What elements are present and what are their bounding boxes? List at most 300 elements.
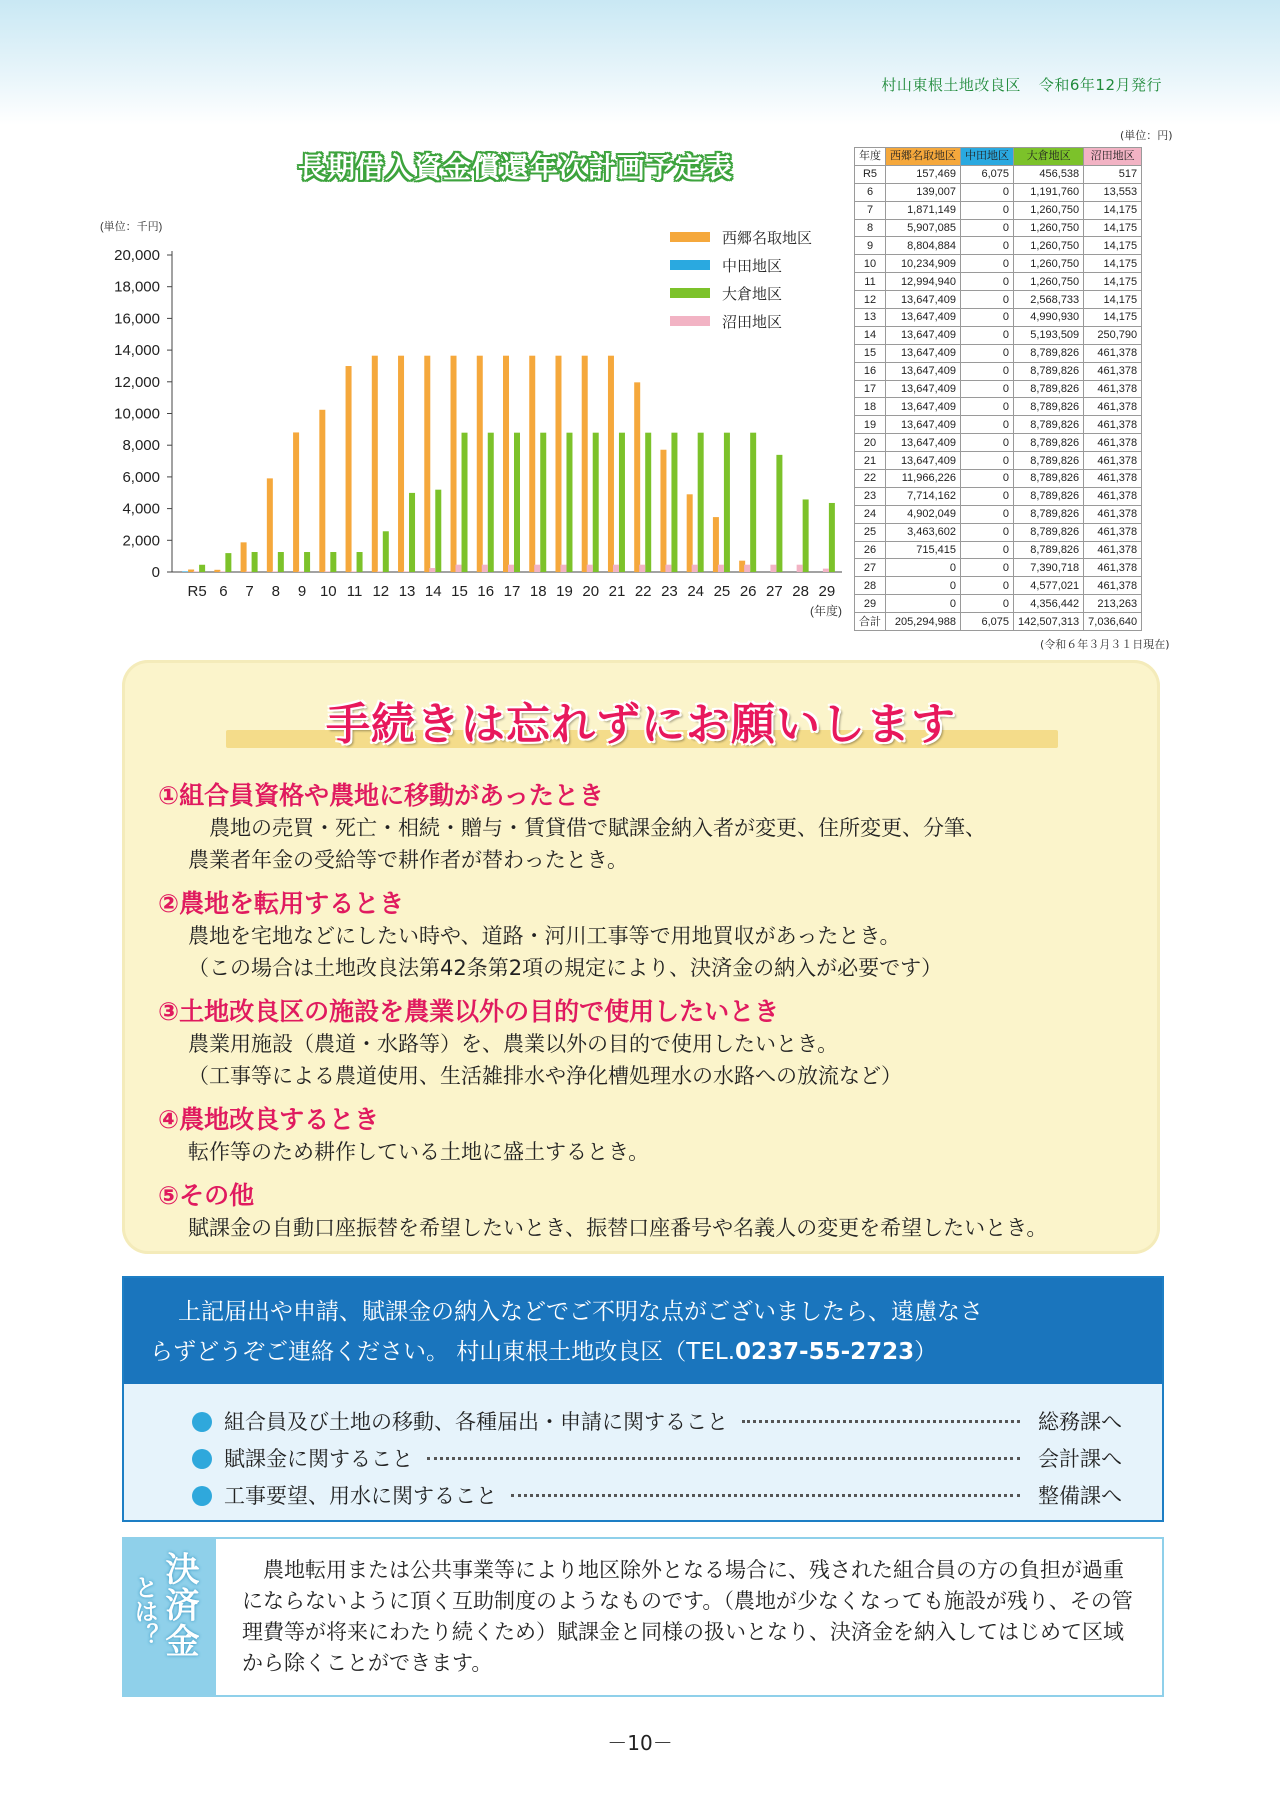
- legend-swatch-大倉地区: [670, 288, 710, 298]
- bar-西郷名取地区-19: [555, 356, 561, 572]
- table-cell: 13,647,409: [886, 362, 961, 380]
- bar-沼田地区-29: [823, 569, 829, 572]
- bar-大倉地区-28: [803, 499, 809, 572]
- table-cell: 13,647,409: [886, 452, 961, 470]
- contact-line-2-end: ）: [914, 1339, 938, 1365]
- x-tick-label: 28: [792, 583, 809, 600]
- bar-大倉地区-29: [829, 503, 835, 572]
- table-cell: 0: [961, 309, 1014, 327]
- x-tick-label: R5: [187, 583, 207, 600]
- bar-沼田地区-27: [770, 565, 776, 572]
- table-cell: 10,234,909: [886, 255, 961, 273]
- bar-沼田地区-23: [665, 565, 671, 572]
- settlement-text: 農地転用または公共事業等により地区除外となる場合に、残された組合員の方の負担が過重にならないように頂く互助制度のようなものです。（農地が少なくなっても施設が残り、その管理費等が将来にわたり続くため）賦課金と同様の扱いとなり、決済金を納入してはじめて区域から除くことができます。: [242, 1558, 1133, 1675]
- contact-panel: [122, 1276, 1164, 1522]
- department-row: [192, 1406, 1122, 1436]
- table-total-row: [855, 613, 1142, 631]
- table-row: [855, 291, 1142, 309]
- table-cell: 1,260,750: [1014, 219, 1084, 237]
- bar-西郷名取地区-21: [608, 356, 614, 572]
- table-row: [855, 452, 1142, 470]
- bar-沼田地区-12: [377, 571, 383, 572]
- x-tick-label: 14: [424, 583, 442, 600]
- table-cell: 0: [961, 559, 1014, 577]
- contact-message: [124, 1278, 1162, 1384]
- bar-大倉地区-10: [330, 552, 336, 572]
- table-cell: 14: [855, 326, 886, 344]
- legend-label: 沼田地区: [722, 313, 783, 331]
- table-cell: 8: [855, 219, 886, 237]
- bar-西郷名取地区-15: [451, 356, 457, 572]
- org-name: 村山東根土地改良区: [881, 76, 1021, 94]
- procedure-item: [158, 1176, 1047, 1244]
- bar-中田地区-R5: [182, 571, 188, 572]
- table-cell: 8,789,826: [1014, 487, 1084, 505]
- table-cell: 13,647,409: [886, 344, 961, 362]
- x-tick-label: 9: [297, 583, 307, 600]
- table-header-cell: 中田地区: [961, 148, 1014, 166]
- table-cell: 8,789,826: [1014, 452, 1084, 470]
- bar-大倉地区-9: [304, 552, 310, 572]
- table-row: [855, 595, 1142, 613]
- bar-大倉地区-12: [383, 531, 389, 572]
- table-cell: 12: [855, 291, 886, 309]
- top-band: [0, 0, 1280, 125]
- bar-西郷名取地区-17: [503, 356, 509, 572]
- table-cell: 1,871,149: [886, 201, 961, 219]
- table-cell: 8,789,826: [1014, 541, 1084, 559]
- procedure-item: [158, 1100, 649, 1168]
- bar-沼田地区-20: [587, 565, 593, 572]
- bar-沼田地区-28: [797, 565, 803, 572]
- table-cell: 1,191,760: [1014, 183, 1084, 201]
- table-row: [855, 434, 1142, 452]
- department-topic: 組合員及び土地の移動、各種届出・申請に関すること: [224, 1410, 728, 1434]
- table-cell: 8,789,826: [1014, 380, 1084, 398]
- repayment-chart: [88, 210, 848, 630]
- table-cell: 461,378: [1084, 577, 1142, 595]
- table-row: [855, 380, 1142, 398]
- table-cell: 461,378: [1084, 487, 1142, 505]
- table-cell: 2,568,733: [1014, 291, 1084, 309]
- table-cell: 0: [961, 470, 1014, 488]
- table-header-cell: 沼田地区: [1084, 148, 1142, 166]
- table-cell: 0: [961, 541, 1014, 559]
- table-row: [855, 309, 1142, 327]
- table-cell: 0: [886, 559, 961, 577]
- x-tick-label: 25: [713, 583, 731, 600]
- bar-大倉地区-11: [357, 552, 363, 572]
- table-cell: 13,647,409: [886, 326, 961, 344]
- procedure-text: 農地の売買・死亡・相続・贈与・賃貸借で賦課金納入者が変更、住所変更、分筆、: [188, 816, 986, 840]
- x-axis-label: (年度): [810, 604, 842, 618]
- table-cell: 213,263: [1084, 595, 1142, 613]
- table-cell: 21: [855, 452, 886, 470]
- phone-number: 0237-55-2723: [735, 1339, 915, 1365]
- table-cell: 13,647,409: [886, 380, 961, 398]
- y-tick-label: 14,000: [114, 342, 160, 360]
- bar-沼田地区-22: [639, 565, 645, 572]
- procedures-title: 手続きは忘れずにお願いします: [326, 699, 956, 750]
- x-tick-label: 15: [451, 583, 468, 600]
- bar-大倉地区-R5: [199, 565, 205, 572]
- table-cell: 20: [855, 434, 886, 452]
- table-cell: 517: [1084, 165, 1142, 183]
- settlement-tab-main: 決済金: [159, 1551, 199, 1659]
- table-cell: 461,378: [1084, 380, 1142, 398]
- table-cell: 0: [961, 183, 1014, 201]
- y-tick-label: 20,000: [114, 247, 160, 264]
- x-tick-label: 18: [529, 583, 547, 600]
- table-row: [855, 523, 1142, 541]
- department-row: [192, 1443, 1122, 1473]
- table-cell: 461,378: [1084, 452, 1142, 470]
- table-cell: 13: [855, 309, 886, 327]
- table-cell: 0: [961, 523, 1014, 541]
- table-cell: 8,789,826: [1014, 505, 1084, 523]
- table-cell: 461,378: [1084, 434, 1142, 452]
- bar-大倉地区-13: [409, 493, 415, 572]
- x-tick-label: 29: [818, 583, 836, 600]
- bar-沼田地区-14: [429, 568, 435, 572]
- table-cell: 8,789,826: [1014, 398, 1084, 416]
- repayment-table: [854, 147, 1142, 631]
- x-tick-label: 22: [634, 583, 652, 600]
- table-cell: 0: [961, 452, 1014, 470]
- bar-西郷名取地区-23: [660, 450, 666, 572]
- legend-swatch-中田地区: [670, 260, 710, 270]
- table-row: [855, 398, 1142, 416]
- bar-大倉地区-16: [488, 433, 494, 572]
- bar-沼田地区-17: [508, 565, 514, 572]
- table-row: [855, 416, 1142, 434]
- table-cell: 461,378: [1084, 470, 1142, 488]
- bar-沼田地区-6: [219, 571, 225, 572]
- procedure-heading: ①組合員資格や農地に移動があったとき: [158, 781, 604, 810]
- bar-西郷名取地区-25: [713, 517, 719, 572]
- y-tick-label: 12,000: [114, 373, 160, 391]
- procedure-item: [158, 776, 986, 876]
- table-cell: 16: [855, 362, 886, 380]
- table-row: [855, 487, 1142, 505]
- bar-西郷名取地区-13: [398, 356, 404, 572]
- issue-date: 令和6年12月発行: [1038, 76, 1162, 94]
- table-cell: 4,356,442: [1014, 595, 1084, 613]
- y-tick-label: 0: [151, 564, 160, 581]
- bar-沼田地区-25: [718, 565, 724, 572]
- procedure-text: 転作等のため耕作している土地に盛土するとき。: [188, 1140, 650, 1164]
- table-cell: 7,390,718: [1014, 559, 1084, 577]
- table-cell: 0: [961, 326, 1014, 344]
- table-cell: 0: [961, 237, 1014, 255]
- table-cell: 205,294,988: [886, 613, 961, 631]
- dotted-leader: [427, 1457, 1020, 1460]
- table-cell: 8,789,826: [1014, 416, 1084, 434]
- procedure-heading: ②農地を転用するとき: [158, 889, 405, 918]
- bar-沼田地区-10: [324, 571, 330, 572]
- bullet-icon: [192, 1412, 212, 1432]
- table-row: [855, 255, 1142, 273]
- bar-沼田地区-7: [246, 571, 252, 572]
- x-tick-label: 23: [661, 583, 678, 600]
- y-tick-label: 6,000: [122, 468, 160, 486]
- table-cell: 0: [961, 255, 1014, 273]
- table-cell: R5: [855, 165, 886, 183]
- procedure-item: [158, 884, 942, 984]
- procedure-text: 農業用施設（農道・水路等）を、農業以外の目的で使用したいとき。: [188, 1032, 839, 1056]
- bullet-icon: [192, 1449, 212, 1469]
- issue-header: [863, 74, 1162, 95]
- procedures-panel: [122, 660, 1160, 1254]
- table-cell: 5,907,085: [886, 219, 961, 237]
- bar-大倉地区-23: [671, 433, 677, 572]
- table-cell: 28: [855, 577, 886, 595]
- procedure-text: 賦課金の自動口座振替を希望したいとき、振替口座番号や名義人の変更を希望したいとき。: [188, 1216, 1048, 1240]
- table-cell: 5,193,509: [1014, 326, 1084, 344]
- bar-沼田地区-16: [482, 565, 488, 572]
- table-cell: 461,378: [1084, 416, 1142, 434]
- table-header-row: [855, 148, 1142, 166]
- table-cell: 10: [855, 255, 886, 273]
- table-cell: 26: [855, 541, 886, 559]
- x-tick-label: 21: [608, 583, 626, 600]
- contact-line-1: 上記届出や申請、賦課金の納入などでご不明な点がございましたら、遠慮なさ: [178, 1299, 983, 1325]
- procedure-text: （この場合は土地改良法第42条第2項の規定により、決済金の納入が必要です）: [188, 956, 943, 980]
- procedure-text: 農地を宅地などにしたい時や、道路・河川工事等で用地買収があったとき。: [188, 924, 901, 948]
- bar-大倉地区-17: [514, 433, 520, 572]
- x-tick-label: 16: [477, 583, 495, 600]
- table-cell: 456,538: [1014, 165, 1084, 183]
- table-cell: 0: [961, 416, 1014, 434]
- table-cell: 461,378: [1084, 541, 1142, 559]
- table-cell: 13,647,409: [886, 291, 961, 309]
- bar-大倉地区-21: [619, 433, 625, 572]
- legend-label: 西郷名取地区: [722, 229, 813, 247]
- table-cell: 3,463,602: [886, 523, 961, 541]
- x-tick-label: 20: [582, 583, 600, 600]
- table-row: [855, 344, 1142, 362]
- table-cell: 0: [886, 577, 961, 595]
- bar-大倉地区-8: [278, 552, 284, 572]
- table-cell: 6: [855, 183, 886, 201]
- bar-西郷名取地区-20: [582, 356, 588, 572]
- bar-西郷名取地区-8: [267, 478, 273, 572]
- table-cell: 0: [961, 487, 1014, 505]
- table-cell: 0: [961, 273, 1014, 291]
- table-cell: 6,075: [961, 613, 1014, 631]
- legend-label: 大倉地区: [722, 285, 783, 303]
- bar-西郷名取地区-24: [687, 494, 693, 572]
- table-cell: 13,647,409: [886, 398, 961, 416]
- table-cell: 0: [961, 219, 1014, 237]
- table-row: [855, 165, 1142, 183]
- table-body: [855, 165, 1142, 630]
- bar-沼田地区-26: [744, 565, 750, 572]
- bar-西郷名取地区-10: [319, 410, 325, 572]
- table-cell: 8,789,826: [1014, 344, 1084, 362]
- table-cell: 1,260,750: [1014, 273, 1084, 291]
- table-header-cell: 年度: [855, 148, 886, 166]
- settlement-tab-sub: とは？: [130, 1575, 158, 1647]
- x-tick-label: 13: [398, 583, 416, 600]
- procedure-heading: ③土地改良区の施設を農業以外の目的で使用したいとき: [158, 997, 780, 1026]
- bar-西郷名取地区-7: [241, 542, 247, 572]
- procedure-item: [158, 992, 902, 1092]
- table-cell: 0: [961, 398, 1014, 416]
- table-row: [855, 219, 1142, 237]
- table-cell: 8,789,826: [1014, 470, 1084, 488]
- bar-西郷名取地区-16: [477, 356, 483, 572]
- procedure-text: 農業者年金の受給等で耕作者が替わったとき。: [188, 848, 628, 872]
- bar-大倉地区-20: [593, 433, 599, 572]
- table-as-of: (令和６年３月３１日現在): [1040, 638, 1170, 651]
- department-target: 整備課へ: [1038, 1484, 1122, 1508]
- table-cell: 14,175: [1084, 273, 1142, 291]
- settlement-tab: [124, 1539, 216, 1695]
- table-cell: 19: [855, 416, 886, 434]
- table-cell: 14,175: [1084, 237, 1142, 255]
- y-tick-label: 8,000: [122, 437, 160, 455]
- procedure-text: （工事等による農道使用、生活雑排水や浄化槽処理水の水路への放流など）: [188, 1064, 902, 1088]
- table-cell: 142,507,313: [1014, 613, 1084, 631]
- table-cell: 461,378: [1084, 398, 1142, 416]
- table-row: [855, 577, 1142, 595]
- table-cell: 0: [961, 201, 1014, 219]
- table-cell: 11: [855, 273, 886, 291]
- table-cell: 1,260,750: [1014, 201, 1084, 219]
- table-row: [855, 237, 1142, 255]
- table-cell: 461,378: [1084, 523, 1142, 541]
- bar-大倉地区-27: [776, 455, 782, 572]
- bar-沼田地区-19: [560, 565, 566, 572]
- table-cell: 13,647,409: [886, 309, 961, 327]
- bar-大倉地区-7: [252, 552, 258, 572]
- bar-沼田地区-18: [534, 565, 540, 572]
- x-tick-label: 12: [372, 583, 390, 600]
- table-cell: 0: [961, 577, 1014, 595]
- table-cell: 14,175: [1084, 201, 1142, 219]
- table-row: [855, 273, 1142, 291]
- settlement-panel: [122, 1537, 1164, 1697]
- table-cell: 461,378: [1084, 559, 1142, 577]
- bar-大倉地区-24: [698, 433, 704, 572]
- table-header-cell: 大倉地区: [1014, 148, 1084, 166]
- x-tick-label: 26: [739, 583, 757, 600]
- table-row: [855, 326, 1142, 344]
- table-cell: 0: [961, 362, 1014, 380]
- table-cell: 8,789,826: [1014, 523, 1084, 541]
- table-cell: 22: [855, 470, 886, 488]
- legend-label: 中田地区: [722, 257, 783, 275]
- bar-沼田地区-R5: [193, 571, 199, 572]
- bar-大倉地区-25: [724, 433, 730, 572]
- table-cell: 23: [855, 487, 886, 505]
- bar-沼田地区-8: [272, 571, 278, 572]
- bar-大倉地区-22: [645, 433, 651, 572]
- table-cell: 0: [961, 291, 1014, 309]
- table-row: [855, 541, 1142, 559]
- table-cell: 合計: [855, 613, 886, 631]
- x-tick-label: 24: [687, 583, 705, 600]
- bar-西郷名取地区-9: [293, 432, 299, 572]
- table-cell: 4,990,930: [1014, 309, 1084, 327]
- table-header-cell: 西郷名取地区: [886, 148, 961, 166]
- department-target: 総務課へ: [1038, 1410, 1122, 1434]
- x-tick-label: 27: [766, 583, 783, 600]
- bar-沼田地区-24: [692, 565, 698, 572]
- y-axis-unit: (単位：千円): [100, 221, 163, 233]
- table-cell: 7,036,640: [1084, 613, 1142, 631]
- table-cell: 1,260,750: [1014, 237, 1084, 255]
- bar-大倉地区-6: [225, 553, 231, 572]
- table-cell: 25: [855, 523, 886, 541]
- table-cell: 0: [961, 380, 1014, 398]
- x-tick-label: 8: [271, 583, 281, 600]
- table-cell: 0: [961, 595, 1014, 613]
- table-cell: 15: [855, 344, 886, 362]
- table-row: [855, 470, 1142, 488]
- table-cell: 27: [855, 559, 886, 577]
- department-topic: 工事要望、用水に関すること: [224, 1484, 497, 1508]
- table-cell: 8,789,826: [1014, 434, 1084, 452]
- table-cell: 13,647,409: [886, 434, 961, 452]
- y-tick-label: 2,000: [122, 532, 160, 550]
- department-target: 会計課へ: [1038, 1447, 1122, 1471]
- table-cell: 0: [886, 595, 961, 613]
- x-tick-label: 11: [346, 583, 363, 600]
- bar-西郷名取地区-11: [346, 366, 352, 572]
- x-tick-label: 10: [319, 583, 337, 600]
- bar-西郷名取地区-18: [529, 356, 535, 572]
- dotted-leader: [511, 1494, 1020, 1497]
- table-cell: 6,075: [961, 165, 1014, 183]
- table-cell: 7: [855, 201, 886, 219]
- table-cell: 29: [855, 595, 886, 613]
- table-cell: 4,902,049: [886, 505, 961, 523]
- table-cell: 8,804,884: [886, 237, 961, 255]
- bar-沼田地区-15: [456, 565, 462, 572]
- table-cell: 461,378: [1084, 362, 1142, 380]
- bar-大倉地区-15: [462, 433, 468, 572]
- table-cell: 7,714,162: [886, 487, 961, 505]
- chart-title: 長期借入資金償還年次計画予定表: [298, 151, 734, 184]
- table-cell: 13,647,409: [886, 416, 961, 434]
- table-cell: 139,007: [886, 183, 961, 201]
- x-tick-label: 19: [556, 583, 573, 600]
- table-unit: (単位：円): [1120, 129, 1173, 142]
- table-cell: 13,553: [1084, 183, 1142, 201]
- bar-大倉地区-26: [750, 433, 756, 572]
- table-cell: 9: [855, 237, 886, 255]
- table-cell: 12,994,940: [886, 273, 961, 291]
- table-cell: 715,415: [886, 541, 961, 559]
- table-cell: 250,790: [1084, 326, 1142, 344]
- bar-沼田地区-11: [351, 571, 357, 572]
- table-row: [855, 201, 1142, 219]
- bar-西郷名取地区-22: [634, 382, 640, 572]
- table-cell: 1,260,750: [1014, 255, 1084, 273]
- y-tick-label: 18,000: [114, 278, 160, 296]
- table-cell: 8,789,826: [1014, 362, 1084, 380]
- bullet-icon: [192, 1486, 212, 1506]
- table-cell: 4,577,021: [1014, 577, 1084, 595]
- table-cell: 0: [961, 434, 1014, 452]
- bar-沼田地区-9: [298, 571, 304, 572]
- bar-大倉地区-19: [566, 433, 572, 572]
- bar-大倉地区-18: [540, 433, 546, 572]
- procedure-heading: ④農地改良するとき: [158, 1105, 380, 1134]
- table-cell: 18: [855, 398, 886, 416]
